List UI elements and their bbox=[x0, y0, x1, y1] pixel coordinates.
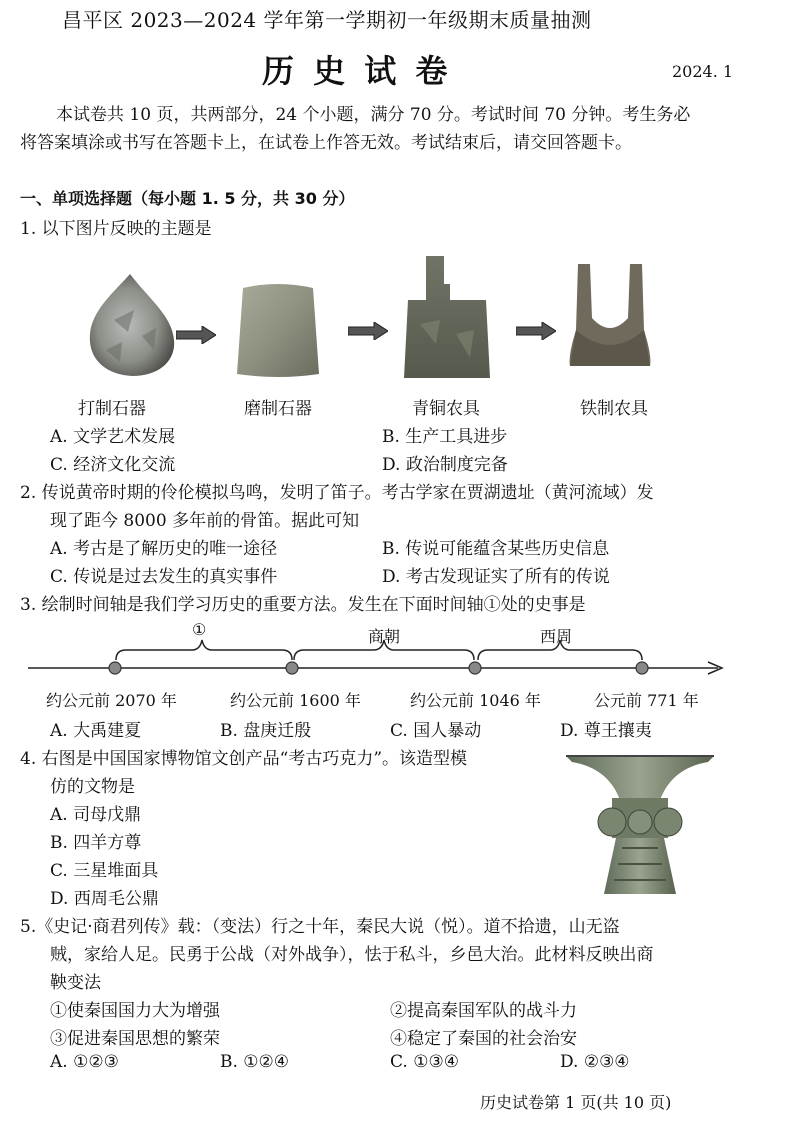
intro-line-1: 本试卷共 10 页，共两部分，24 个小题，满分 70 分。考试时间 70 分钟。考生务必 bbox=[56, 105, 691, 125]
q2-option-d[interactable]: D. 考古发现证实了所有的传说 bbox=[382, 567, 610, 587]
q2-option-a[interactable]: A. 考古是了解历史的唯一途径 bbox=[50, 539, 278, 559]
q2-option-c[interactable]: C. 传说是过去发生的真实事件 bbox=[50, 567, 278, 587]
subject-title: 历 史 试 卷 bbox=[262, 52, 452, 90]
q5-option-c[interactable]: C. ①③④ bbox=[390, 1052, 459, 1072]
q5-stem-line-1: 5.《史记·商君列传》载：（变法）行之十年，秦民大说（悦）。道不拾遗，山无盗 bbox=[20, 917, 620, 937]
q5-statement: ②提高秦国军队的战斗力 bbox=[390, 1001, 577, 1021]
q4-option-a[interactable]: A. 司母戊鼎 bbox=[50, 805, 142, 825]
q3-option-b[interactable]: B. 盘庚迁殷 bbox=[220, 721, 312, 741]
q1-caption: 磨制石器 bbox=[244, 399, 312, 419]
exam-date: 2024. 1 bbox=[672, 62, 734, 81]
arrow-right-icon bbox=[516, 322, 556, 340]
q5-stem-line-2: 贼，家给人足。民勇于公战（对外战争），怯于私斗，乡邑大治。此材料反映出商 bbox=[50, 945, 654, 965]
q1-caption: 铁制农具 bbox=[580, 399, 648, 419]
q1-option-c[interactable]: C. 经济文化交流 bbox=[50, 455, 176, 475]
q5-option-b[interactable]: B. ①②④ bbox=[220, 1052, 290, 1072]
section-heading: 一、单项选择题（每小题 1. 5 分，共 30 分） bbox=[20, 189, 355, 208]
q1-option-d[interactable]: D. 政治制度完备 bbox=[382, 455, 508, 475]
q1-image-polished-stone bbox=[233, 282, 323, 380]
q1-image-chipped-stone bbox=[84, 270, 180, 380]
q4-option-b[interactable]: B. 四羊方尊 bbox=[50, 833, 142, 853]
q2-stem-line-2: 现了距今 8000 多年前的骨笛。据此可知 bbox=[50, 511, 360, 531]
q2-option-b[interactable]: B. 传说可能蕴含某些历史信息 bbox=[382, 539, 610, 559]
timeline-tick-label: 约公元前 1046 年 bbox=[410, 691, 541, 710]
page-footer: 历史试卷第 1 页(共 10 页) bbox=[480, 1093, 672, 1112]
q1-image-bronze-tool bbox=[400, 254, 492, 380]
q5-statement: ①使秦国国力大为增强 bbox=[50, 1001, 220, 1021]
timeline-tick-label: 约公元前 2070 年 bbox=[46, 691, 177, 710]
q5-option-a[interactable]: A. ①②③ bbox=[50, 1052, 119, 1072]
q1-option-b[interactable]: B. 生产工具进步 bbox=[382, 427, 508, 447]
q5-statement: ④稳定了秦国的社会治安 bbox=[390, 1029, 577, 1049]
q1-option-a[interactable]: A. 文学艺术发展 bbox=[50, 427, 176, 447]
q5-option-d[interactable]: D. ②③④ bbox=[560, 1052, 630, 1072]
arrow-right-icon bbox=[348, 322, 388, 340]
intro-line-2: 将答案填涂或书写在答题卡上，在试卷上作答无效。考试结束后，请交回答题卡。 bbox=[20, 133, 632, 153]
q4-stem-line-1: 4. 右图是中国国家博物馆文创产品“考古巧克力”。该造型模 bbox=[20, 749, 468, 769]
q1-stem: 1. 以下图片反映的主题是 bbox=[20, 219, 212, 239]
q1-caption: 青铜农具 bbox=[412, 399, 480, 419]
q3-option-c[interactable]: C. 国人暴动 bbox=[390, 721, 482, 741]
q3-option-a[interactable]: A. 大禹建夏 bbox=[50, 721, 142, 741]
q4-option-c[interactable]: C. 三星堆面具 bbox=[50, 861, 159, 881]
q4-stem-line-2: 仿的文物是 bbox=[50, 777, 135, 797]
q4-image-bronze-vessel bbox=[560, 748, 720, 898]
q3-stem: 3. 绘制时间轴是我们学习历史的重要方法。发生在下面时间轴①处的史事是 bbox=[20, 595, 586, 615]
q1-image-iron-tool bbox=[562, 256, 658, 374]
timeline-tick-label: 公元前 771 年 bbox=[594, 691, 699, 710]
timeline-tick-label: 约公元前 1600 年 bbox=[230, 691, 361, 710]
timeline-brace-label: ① bbox=[192, 620, 207, 639]
q5-statement: ③促进秦国思想的繁荣 bbox=[50, 1029, 220, 1049]
q1-caption: 打制石器 bbox=[78, 399, 146, 419]
timeline-brace-label: 西周 bbox=[540, 627, 573, 646]
arrow-right-icon bbox=[176, 326, 216, 344]
exam-title: 昌平区 2023—2024 学年第一学期初一年级期末质量抽测 bbox=[62, 8, 592, 32]
q2-stem-line-1: 2. 传说黄帝时期的伶伦模拟鸟鸣，发明了笛子。考古学家在贾湖遗址（黄河流域）发 bbox=[20, 483, 654, 503]
q4-option-d[interactable]: D. 西周毛公鼎 bbox=[50, 889, 159, 909]
timeline-brace-label: 商朝 bbox=[368, 627, 401, 646]
q5-stem-line-3: 鞅变法 bbox=[50, 973, 101, 993]
q3-option-d[interactable]: D. 尊王攘夷 bbox=[560, 721, 652, 741]
